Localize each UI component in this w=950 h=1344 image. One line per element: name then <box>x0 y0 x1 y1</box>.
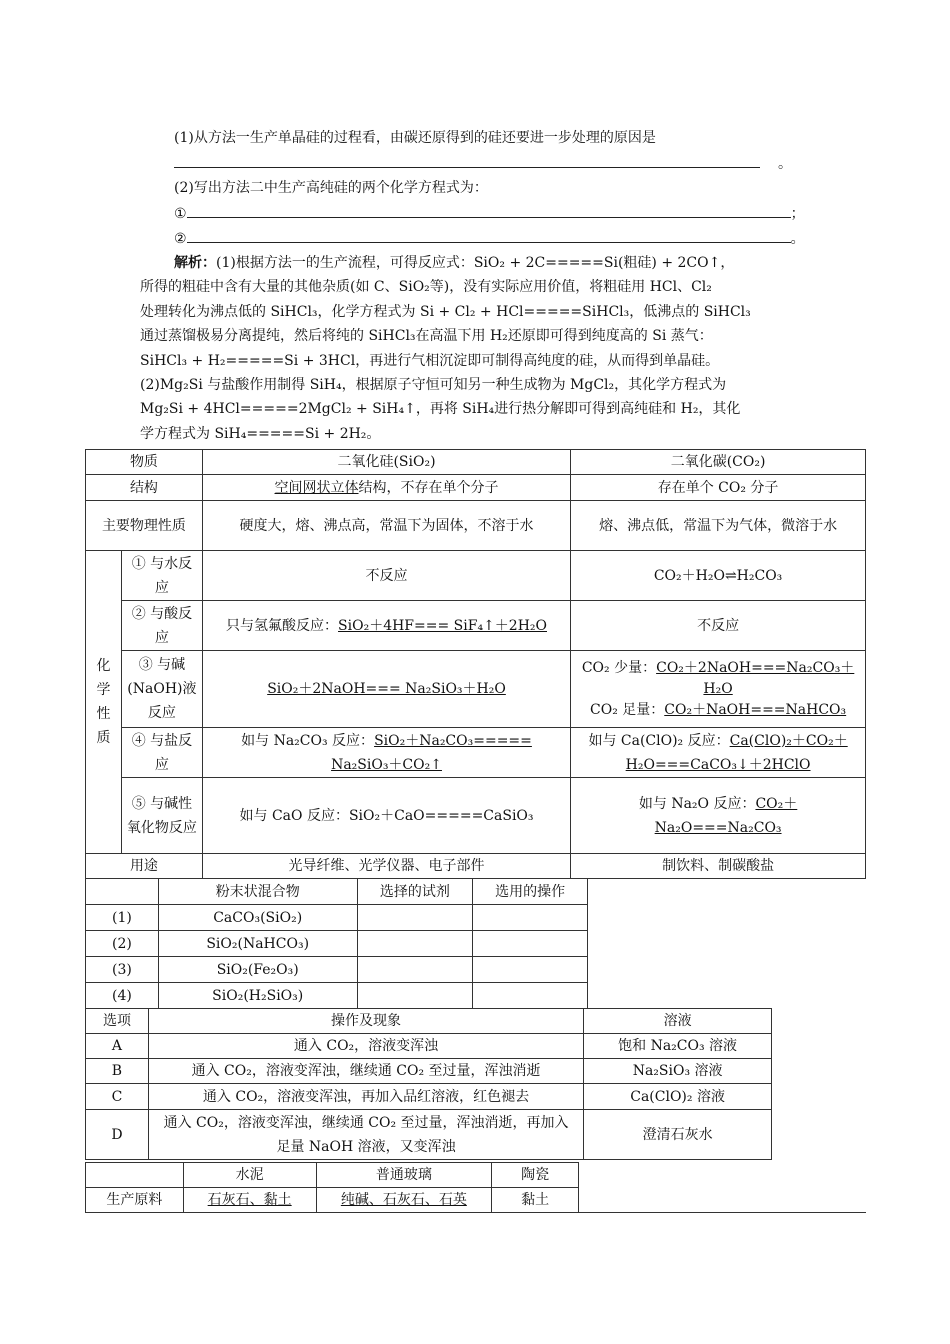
cell-co2-acid: 不反应 <box>571 601 866 651</box>
operation: 通入 CO₂，溶液变浑浊，继续通 CO₂ 至过量，浑浊消逝 <box>148 1059 583 1084</box>
header-reagent: 选择的试剂 <box>357 879 473 905</box>
item-label: ① <box>174 206 187 222</box>
cell-co2-salt <box>571 728 866 778</box>
header-co2: 二氧化碳(CO₂) <box>571 450 866 475</box>
analysis-line: Mg₂Si + 4HCl=====2MgCl₂ + SiH₄↑，再将 SiH₄进行热分解即可得到高纯硅和 H₂，其化 <box>140 401 741 418</box>
table-row <box>86 551 866 601</box>
table-row <box>86 1084 772 1110</box>
question-1-answer-line <box>174 151 792 176</box>
materials-table <box>85 1162 579 1213</box>
reagent-input[interactable] <box>357 931 473 957</box>
solution: 饱和 Na₂CO₃ 溶液 <box>584 1034 772 1059</box>
table-row <box>86 1059 772 1084</box>
analysis-text: (1)根据方法一的生产流程，可得反应式：SiO₂ + 2C=====Si(粗硅) + 2CO↑， <box>216 255 735 271</box>
table-row <box>86 879 588 905</box>
cell-sio2-salt <box>202 728 570 778</box>
equation: SiO₂＋2NaOH=== Na₂SiO₃＋H₂O <box>267 681 506 697</box>
question-1-text: (1)从方法一生产单晶硅的过程看，由碳还原得到的硅还要进一步处理的原因是 <box>174 130 656 146</box>
semicolon: ； <box>790 206 805 222</box>
option-letter: C <box>86 1084 149 1110</box>
cell-text: 结构，不存在单个分子 <box>358 479 499 496</box>
reagent-input[interactable] <box>357 957 473 983</box>
analysis-line: 处理转化为沸点低的 SiHCl₃，化学方程式为 Si + Cl₂ + HCl=====SiHCl₃，低沸点的 SiHCl₃ <box>140 303 751 320</box>
equation: Ca(ClO)₂＋CO₂＋H₂O===CaCO₃↓＋2HClO <box>625 732 848 773</box>
solution: Na₂SiO₃ 溶液 <box>584 1059 772 1084</box>
question-2-item-2 <box>174 226 805 251</box>
table-row <box>86 1009 772 1034</box>
row-label-use: 用途 <box>86 854 203 879</box>
header-solution: 溶液 <box>584 1009 772 1034</box>
underlined-term: 空间网状立体 <box>274 479 359 496</box>
sio2-co2-comparison-table <box>85 449 866 879</box>
mixture: SiO₂(Fe₂O₃) <box>158 957 357 983</box>
solution: Ca(ClO)₂ 溶液 <box>584 1084 772 1110</box>
table-row <box>86 1188 579 1213</box>
options-table <box>85 1008 772 1160</box>
row-number: (2) <box>86 931 159 957</box>
period: 。 <box>790 231 805 247</box>
analysis-label: 解析： <box>174 255 216 271</box>
table-row <box>86 1034 772 1059</box>
cell-sio2-physical: 硬度大，熔、沸点高，常温下为固体，不溶于水 <box>202 501 570 551</box>
cell-co2-structure: 存在单个 CO₂ 分子 <box>571 475 866 501</box>
operation-input[interactable] <box>473 931 588 957</box>
table-row <box>86 1110 772 1160</box>
row-label-raw-materials: 生产原料 <box>86 1188 184 1213</box>
cell-sio2-use: 光导纤维、光学仪器、电子部件 <box>202 854 570 879</box>
table-row <box>86 778 866 854</box>
header-substance: 物质 <box>86 450 203 475</box>
cell-co2-base <box>571 651 866 728</box>
question-2-item-1 <box>174 201 805 226</box>
equation: CO₂＋NaOH===NaHCO₃ <box>664 701 847 718</box>
cement-materials <box>183 1188 316 1213</box>
row-number: (3) <box>86 957 159 983</box>
question-2 <box>174 176 488 200</box>
mixture: CaCO₃(SiO₂) <box>158 905 357 931</box>
cell-co2-basic-oxide <box>571 778 866 854</box>
cell-text: CO₂ 足量： <box>590 701 665 718</box>
option-letter: B <box>86 1059 149 1084</box>
answer-blank[interactable] <box>187 226 791 243</box>
header-operation: 操作及现象 <box>148 1009 583 1034</box>
analysis <box>140 251 812 446</box>
operation: 通入 CO₂，溶液变浑浊，继续通 CO₂ 至过量，浑浊消逝，再加入足量 NaOH 溶液，又变浑浊 <box>148 1110 583 1160</box>
header-sio2: 二氧化硅(SiO₂) <box>202 450 570 475</box>
row-number: (4) <box>86 983 159 1009</box>
option-letter: A <box>86 1034 149 1059</box>
table-row <box>86 905 588 931</box>
cell-sio2-acid <box>202 601 570 651</box>
sub-label-salt: ④ 与盐反应 <box>121 728 202 778</box>
equation: SiO₂＋4HF=== SiF₄↑＋2H₂O <box>338 617 547 634</box>
answer-blank[interactable] <box>187 201 791 218</box>
operation-input[interactable] <box>473 905 588 931</box>
equation: CO₂＋2NaOH===Na₂CO₃＋H₂O <box>656 659 855 697</box>
analysis-line: 所得的粗硅中含有大量的其他杂质(如 C、SiO₂等)，没有实际应用价值，将粗硅用 HCl、Cl₂ <box>140 279 712 296</box>
analysis-line <box>140 251 812 275</box>
operation: 通入 CO₂，溶液变浑浊，再加入品红溶液，红色褪去 <box>148 1084 583 1110</box>
row-label-physical: 主要物理性质 <box>86 501 203 551</box>
cell-sio2-structure <box>202 475 570 501</box>
header-blank <box>86 1163 184 1188</box>
table-row <box>86 728 866 778</box>
cell-text: 如与 Ca(ClO)₂ 反应： <box>588 732 730 749</box>
solution: 澄清石灰水 <box>584 1110 772 1160</box>
analysis-line: SiHCl₃ + H₂=====Si + 3HCl，再进行气相沉淀即可制得高纯度的硅，从而得到单晶硅。 <box>140 352 720 369</box>
cell-text: 只与氢氟酸反应： <box>226 617 339 634</box>
question-2-text: (2)写出方法二中生产高纯硅的两个化学方程式为： <box>174 180 488 196</box>
header-cement: 水泥 <box>183 1163 316 1188</box>
answer-blank[interactable] <box>174 151 760 168</box>
cell-co2-use: 制饮料、制碳酸盐 <box>571 854 866 879</box>
header-operation: 选用的操作 <box>473 879 588 905</box>
table-row <box>86 957 588 983</box>
table-row <box>86 651 866 728</box>
mixture: SiO₂(NaHCO₃) <box>158 931 357 957</box>
analysis-line: (2)Mg₂Si 与盐酸作用制得 SiH₄，根据原子守恒可知另一种生成物为 MgCl₂，其化学方程式为 <box>140 376 727 393</box>
cell-sio2-water: 不反应 <box>202 551 570 601</box>
table-row <box>86 854 866 879</box>
table-row <box>86 983 588 1009</box>
sub-label-base: ③ 与碱(NaOH)液反应 <box>121 651 202 728</box>
operation: 通入 CO₂，溶液变浑浊 <box>148 1034 583 1059</box>
table-row <box>86 601 866 651</box>
cell-text: 如与 Na₂O 反应： <box>638 795 756 812</box>
cell-co2-physical: 熔、沸点低，常温下为气体，微溶于水 <box>571 501 866 551</box>
divider-line <box>579 1212 866 1213</box>
item-label: ② <box>174 231 187 247</box>
row-label-structure: 结构 <box>86 475 203 501</box>
equation: CO₂＋Na₂O===Na₂CO₃ <box>654 795 798 836</box>
cell-sio2-basic-oxide: 如与 CaO 反应：SiO₂＋CaO=====CaSiO₃ <box>202 778 570 854</box>
underlined-term: 纯碱、石灰石、石英 <box>340 1192 467 1208</box>
analysis-line: 学方程式为 SiH₄=====Si + 2H₂。 <box>140 425 381 442</box>
row-number: (1) <box>86 905 159 931</box>
header-mixture: 粉末状混合物 <box>158 879 357 905</box>
underlined-term: 石灰石、黏土 <box>207 1192 292 1208</box>
table-row <box>86 475 866 501</box>
question-1 <box>174 126 656 150</box>
option-letter: D <box>86 1110 149 1160</box>
period: 。 <box>778 156 792 172</box>
mixture-separation-table <box>85 878 588 1009</box>
cell-co2-water: CO₂＋H₂O⇌H₂CO₃ <box>571 551 866 601</box>
sub-label-water: ① 与水反应 <box>121 551 202 601</box>
equation: SiO₂＋Na₂CO₃===== Na₂SiO₃＋CO₂↑ <box>331 732 532 773</box>
header-ceramic: 陶瓷 <box>492 1163 579 1188</box>
ceramic-materials: 黏土 <box>492 1188 579 1213</box>
table-row <box>86 931 588 957</box>
cell-sio2-base <box>202 651 570 728</box>
header-option: 选项 <box>86 1009 149 1034</box>
cell-text: 如与 Na₂CO₃ 反应： <box>241 732 375 749</box>
operation-input[interactable] <box>473 957 588 983</box>
cell-text: CO₂ 少量： <box>581 659 657 676</box>
row-label-chemical: 化学性质 <box>86 551 122 854</box>
table-row <box>86 450 866 475</box>
sub-label-acid: ② 与酸反应 <box>121 601 202 651</box>
glass-materials <box>316 1188 492 1213</box>
analysis-line: 通过蒸馏极易分离提纯，然后将纯的 SiHCl₃在高温下用 H₂还原即可得到纯度高的 Si 蒸气： <box>140 328 713 345</box>
mixture: SiO₂(H₂SiO₃) <box>158 983 357 1009</box>
table-row <box>86 501 866 551</box>
reagent-input[interactable] <box>357 983 473 1009</box>
header-blank <box>86 879 159 905</box>
header-glass: 普通玻璃 <box>316 1163 492 1188</box>
reagent-input[interactable] <box>357 905 473 931</box>
table-row <box>86 1163 579 1188</box>
sub-label-basic-oxide: ⑤ 与碱性氧化物反应 <box>121 778 202 854</box>
operation-input[interactable] <box>473 983 588 1009</box>
